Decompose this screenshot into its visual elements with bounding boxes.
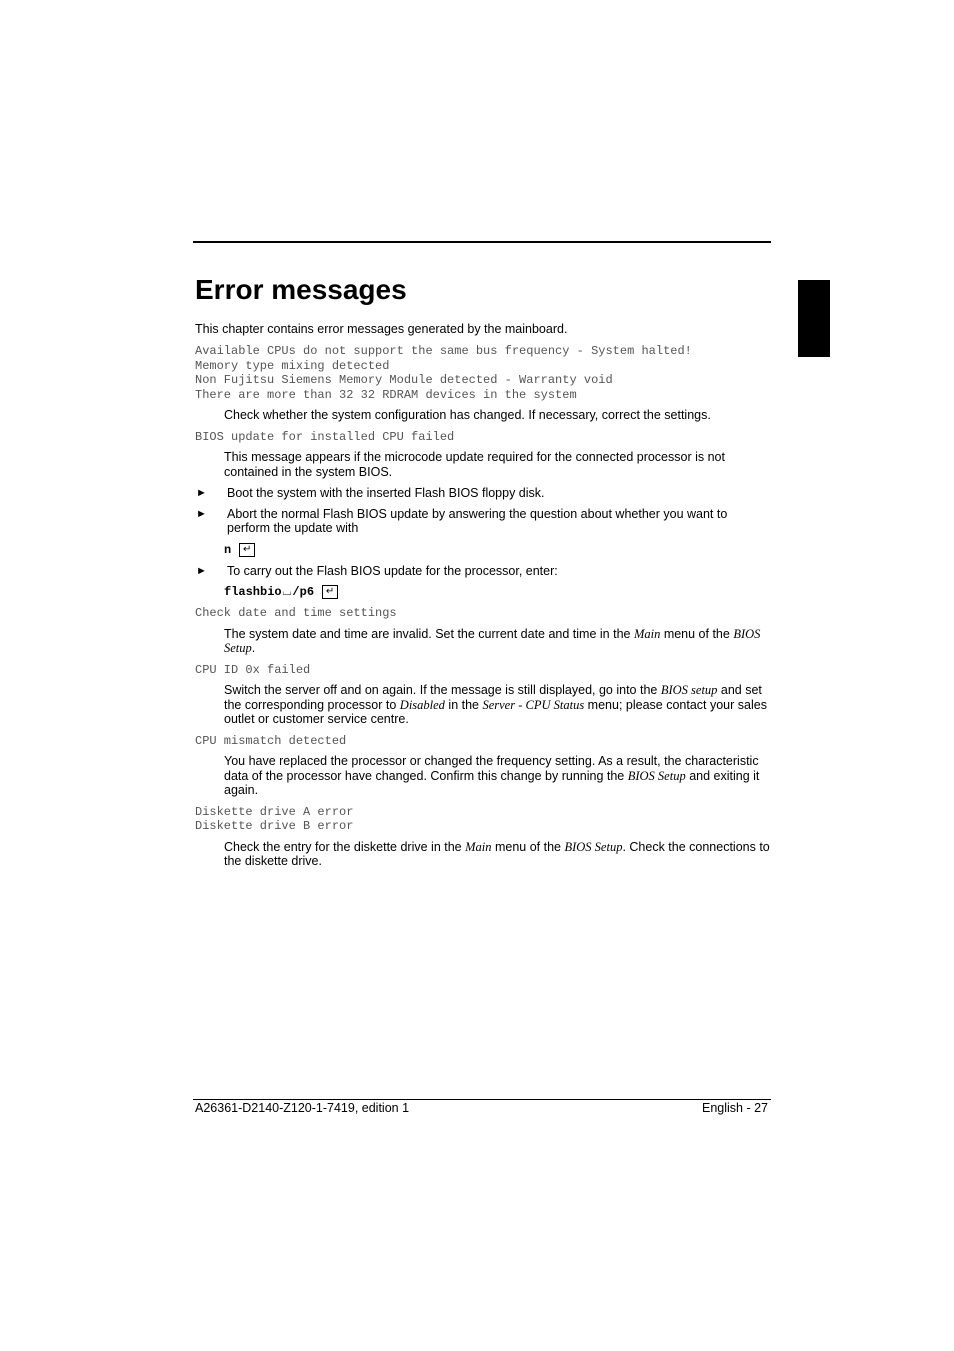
error-message: Available CPUs do not support the same bus frequency - System halted! [195,344,692,358]
desc-text: menu of the [660,626,734,641]
step-text: To carry out the Flash BIOS update for the processor, enter: [227,563,558,578]
menu-name: BIOS Setup [224,626,761,655]
desc-text: in the [444,697,483,712]
desc-text: menu of the [491,839,565,854]
space-key-icon: ⌴ [282,585,292,598]
command-text: flashbio [224,585,282,599]
command-line [224,542,771,558]
error-message: Check date and time settings [195,606,397,620]
footer-document-id: A26361-D2140-Z120-1-7419, edition 1 [195,1101,410,1115]
desc-text: . [251,641,256,655]
enter-key-icon: ↵ [239,543,255,557]
desc-text: Check the entry for the diskette drive in the [224,839,466,854]
error-description [224,840,771,869]
command-text: /p6 [292,585,315,599]
instruction-step [196,563,771,579]
command-line [224,584,771,600]
command-text: n [224,542,232,557]
instruction-step [196,506,771,536]
error-message: There are more than 32 32 RDRAM devices in the system [195,387,577,402]
desc-text: Switch the server off and on again. If the message is still displayed, go into the [224,683,661,697]
step-text: Abort the normal Flash BIOS update by answering the question about whether you want to perform the update with [227,506,728,535]
error-description [224,627,771,656]
step-text: Boot the system with the inserted Flash BIOS floppy disk. [227,486,545,500]
error-description: Check whether the system configuration has changed. If necessary, correct the settings. [224,408,711,422]
footer-page-number: English - 27 [701,1101,768,1115]
chapter-tab-marker [798,280,830,357]
desc-text: You have replaced the processor or changed the frequency setting. As a result, the characteristic data of the processor have changed. Confirm this change by running the [224,754,759,783]
error-description [224,683,771,727]
bullet-arrow-icon: ► [196,507,207,520]
error-message: CPU mismatch detected [195,733,347,748]
menu-name: BIOS Setup [564,839,623,854]
desc-text: The system date and time are invalid. Set the current date and time in the [224,626,634,641]
intro-text: This chapter contains error messages generated by the mainboard. [195,322,568,336]
menu-name: BIOS Setup [627,768,686,783]
error-message: CPU ID 0x failed [195,662,311,677]
bullet-arrow-icon: ► [196,487,207,499]
error-message: Memory type mixing detected [195,358,390,373]
menu-name: Main [633,626,661,641]
error-description [224,754,771,798]
page-title: Error messages [195,274,407,305]
footer-rule [193,1099,771,1100]
error-message: Diskette drive B error [195,819,354,833]
desc-text: . Check the connections to the diskette drive. [224,839,770,868]
page-content [195,322,771,876]
instruction-step [196,486,771,501]
desc-text: and exiting it again. [224,768,760,797]
menu-name: Main [465,839,492,854]
top-rule [193,241,771,243]
error-message: BIOS update for installed CPU failed [195,429,455,444]
desc-text: menu; please contact your sales outlet or customer service centre. [224,697,767,726]
error-message: Diskette drive A error [195,804,354,819]
bullet-arrow-icon: ► [196,564,207,577]
desc-text: and set the corresponding processor to [224,683,762,712]
setting-value: Disabled [399,697,445,712]
error-description: This message appears if the microcode update required for the connected processor is not contained in the system BIOS. [224,450,725,479]
menu-name: Server - CPU Status [482,697,585,712]
error-message: Non Fujitsu Siemens Memory Module detected - Warranty void [195,373,613,387]
menu-name: BIOS setup [660,683,718,697]
enter-key-icon: ↵ [322,585,338,599]
